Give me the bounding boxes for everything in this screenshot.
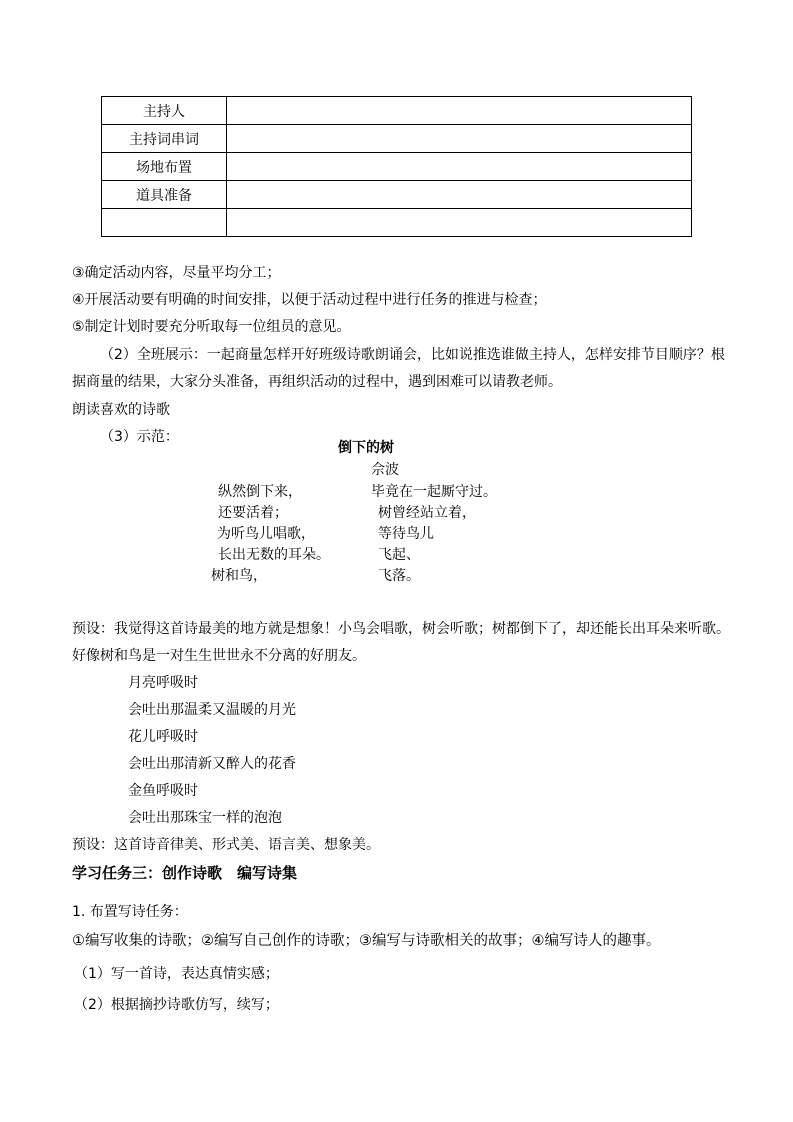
task-3-heading: 学习任务三：创作诗歌 编写诗集 [72,864,298,882]
step-4: ④开展活动要有明确的时间安排，以便于活动过程中进行任务的推进与检查； [72,292,547,308]
poem-2-line: 金鱼呼吸时 [128,783,198,799]
poem-line: 树曾经站立着， [378,505,476,521]
poem-line: 还要活着； [218,505,288,521]
poem-title: 倒下的树 [338,440,394,456]
activity-plan-table [101,96,692,237]
table-value-cell [227,125,692,153]
poem-2-line: 花儿呼吸时 [128,729,198,745]
table-row [102,97,692,125]
poem-2-line: 月亮呼吸时 [128,675,198,691]
table-value-cell [227,209,692,237]
table-label-cell [102,209,227,237]
preset-1-line-2: 好像树和鸟是一对生生世世永不分离的好朋友。 [72,648,366,664]
assign-items: ①编写收集的诗歌；②编写自己创作的诗歌；③编写与诗歌相关的故事；④编写诗人的趣事。 [72,933,661,949]
table-value-cell [227,153,692,181]
poem-2-line: 会吐出那珠宝一样的泡泡 [128,810,282,826]
table-value-cell [227,97,692,125]
table-value-cell [227,181,692,209]
poem-line: 纵然倒下来， [218,484,302,500]
assign-title: 1. 布置写诗任务： [72,904,188,920]
table-label-cell: 主持人 [102,97,227,125]
step-3: ③确定活动内容，尽量平均分工； [72,265,281,281]
preset-1-line-1: 预设：我觉得这首诗最美的地方就是想象！小鸟会唱歌，树会听歌；树都倒下了，却还能长出耳朵来听歌。 [72,621,730,637]
preset-2: 预设：这首诗音律美、形式美、语言美、想象美。 [72,837,380,853]
poem-line: 毕竟在一起厮守过。 [371,484,497,500]
poem-line: 长出无数的耳朵。 [218,547,330,563]
table-row [102,125,692,153]
paragraph-2-line-1: （2）全班展示：一起商量怎样开好班级诗歌朗诵会，比如说推选谁做主持人，怎样安排节目顺序？根 [100,347,725,363]
step-5: ⑤制定计划时要充分听取每一位组员的意见。 [72,319,351,335]
poem-line: 树和鸟， [211,568,267,584]
table-label-cell: 场地布置 [102,153,227,181]
table-row [102,153,692,181]
poem-2-line: 会吐出那温柔又温暖的月光 [128,702,296,718]
assign-sub-2: （2）根据摘抄诗歌仿写，续写； [74,997,279,1013]
assign-sub-1: （1）写一首诗，表达真情实感； [74,966,279,982]
table-label-cell: 主持词串词 [102,125,227,153]
poem-line: 等待鸟儿 [378,526,434,542]
poem-author: 佘波 [371,462,399,478]
poem-line: 为听鸟儿唱歌， [217,526,315,542]
table-row [102,181,692,209]
table-row [102,209,692,237]
paragraph-2-line-2: 据商量的结果，大家分头准备，再组织活动的过程中，遇到困难可以请教老师。 [72,374,562,390]
poem-line: 飞落。 [378,568,420,584]
demo-label: （3）示范： [100,429,179,445]
poem-line: 飞起、 [378,547,420,563]
read-heading: 朗读喜欢的诗歌 [72,402,170,418]
poem-2-line: 会吐出那清新又醉人的花香 [128,756,296,772]
table-label-cell: 道具准备 [102,181,227,209]
